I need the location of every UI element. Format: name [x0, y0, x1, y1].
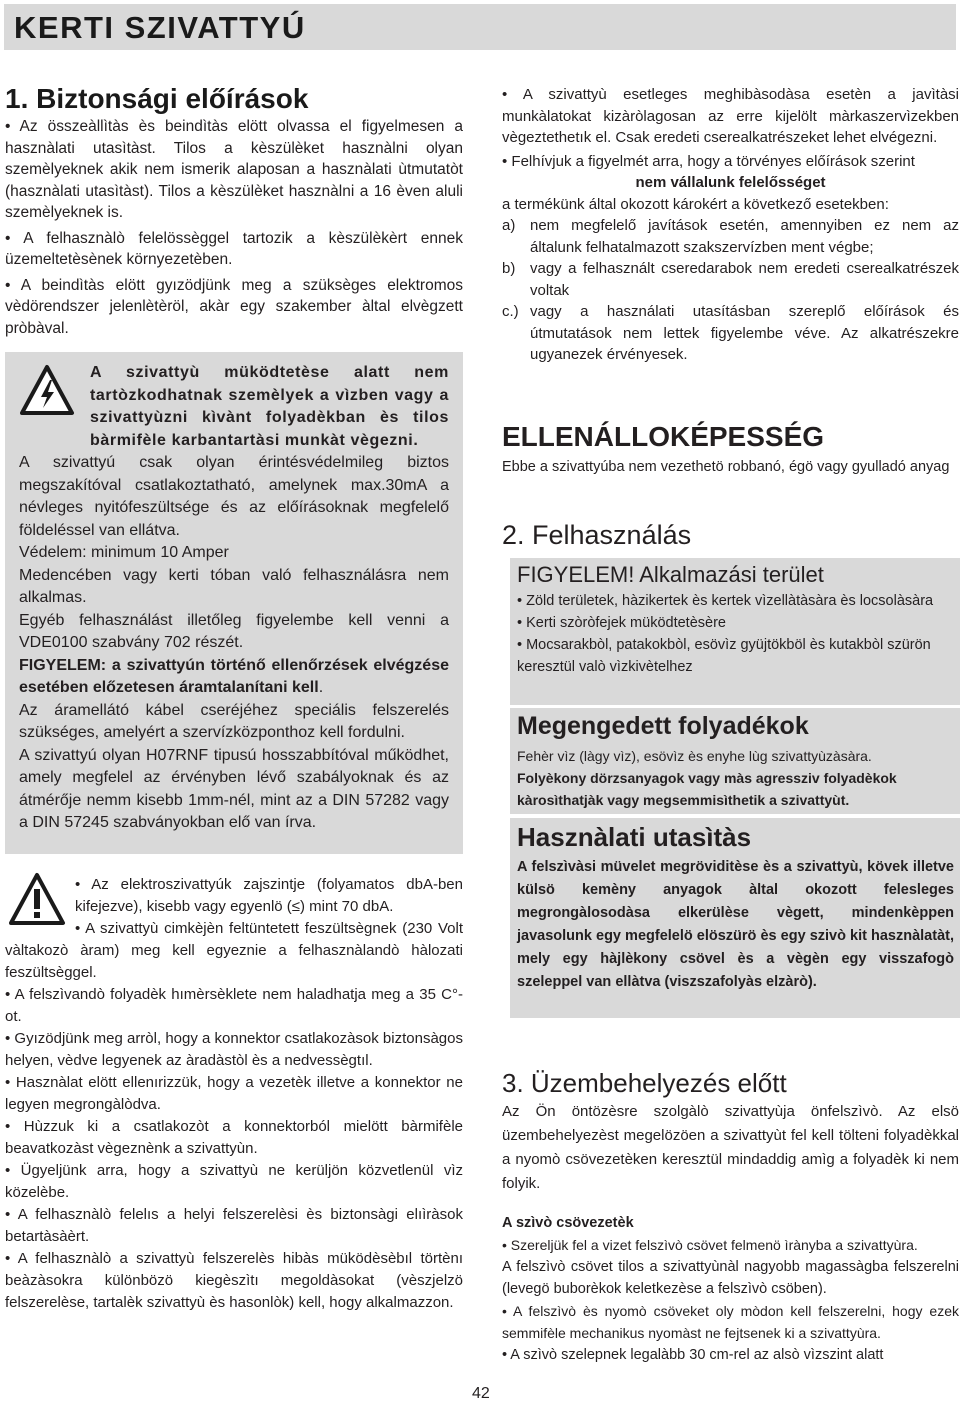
liability-item-a-text: nem megfelelő javítások esetén, amennyiben ez nem az általunk felhatalmazott szakszervízben ment végbe; — [530, 217, 959, 256]
liability-item-b-text: vagy a felhasznált cseredarabok nem eredeti cserealkatrészek voltak — [530, 260, 959, 299]
section-3-heading: 3. Üzembehelyezés előtt — [502, 1068, 787, 1098]
warning-caution-text: FIGYELEM: a szivattyún történő ellenőrzések elvégzése esetében előzetesen áramtalanítani kell — [19, 656, 449, 696]
temperature-warning: • A felszìvandò folyadèk hımèrsèklete nem haladhatja meg a 35 C°-ot. — [5, 986, 463, 1025]
water-proximity-warning: • Ügyeljünk arra, hogy a szivattyù ne kerüljön közvetlenül vìz közelèbe. — [5, 1162, 463, 1201]
usage-section — [502, 518, 959, 552]
warning-para-1: A szivattyú csak olyan érintésvédelmileg biztos megszakítóval csatlakoztatható, amelynek max.30mA a névleges nyitófeszültsége és az előírásoknak megfelelő földeléssel van ellátva. — [19, 454, 449, 539]
safety-para-3: • A beindìtàs elött gyızödjünk meg a szüksèges elektromos vèdörendszer jelenlètèröl, akàr egy szakember àltal elvègzett pròbàval. — [5, 276, 463, 337]
liability-bold: nem vállalunk felelősséget — [635, 174, 826, 191]
additional-warnings — [5, 874, 463, 1314]
warning-headline: A szivattyù müködtetèse alatt nem tartòzkodhatnak szemèlyek a vìzben vagy a szivattyùzni kìvànt folyadèkban ès tilos bàrmifèle karbantartàsi munkàt vègezni. — [90, 364, 449, 449]
instructions-box — [510, 818, 960, 1018]
warning-box — [5, 352, 463, 854]
repair-liability-section — [502, 84, 959, 366]
voltage-warning: • A szivattyù cimkèjèn feltüntetett feszültsègnek (230 Volt vàltakozò àram) meg kell egyeznie a felhasznàlandò hàlozati feszültsèggel. — [5, 920, 463, 981]
suction-pipe-para-2: A felszìvò csövet tilos a szivattyùnàl nagyobb magassàgba felszerelni (levegö buborèkok keletkezèse a felszìvò csöben). — [502, 1259, 959, 1297]
safety-para-2: • A felhasznàlò felelössèggel tartozik a kèszülèkèrt ennek üzemeltetèsènek környezetèben. — [5, 229, 463, 268]
liability-cases-intro: a termékünk által okozott károkért a következő esetekben: — [502, 195, 889, 213]
suction-pipe-para-1: • Szereljük fel a vizet felszìvò csövet felmenö ìrànyba a szivattyùra. — [502, 1237, 918, 1253]
allowed-liquids-text: Fehèr vìz (làgy vìz), esövìz ès enyhe lùg szivattyùzàsàra. — [517, 748, 872, 764]
application-item-sprinkler: • Kerti szòròfejek müködtetèsère — [517, 615, 726, 631]
liability-item-c-text: vagy a használati utasításban szereplő előírások és útmutatások nem lettek figyelembe véve. Az alkatrészekre ugyanezek érvényesek. — [530, 303, 959, 363]
suction-pipe-para-4: • A szìvò szelepnek legalàbb 30 cm-rel az alsò vìzszint alatt — [502, 1347, 884, 1363]
liability-item-b-mark: b) — [502, 260, 516, 277]
noise-warning: • Az elektroszivattyúk zajszintje (folyamatos dbA-ben kifejezve), kisebb vagy egyenlö (≤) mint 70 dbA. — [75, 876, 463, 915]
cable-check-warning: • Hasznàlat elött ellenırizzük, hogy a vezetèk illetve a konnektor ne legyen megrongàlòdva. — [5, 1074, 463, 1113]
liability-item-a-mark: a) — [502, 217, 516, 234]
safety-para-1: • Az összeàllìtàs ès beindìtàs elött olvassa el figyelmesen a hasznàlati utasìtàst. Tilos a kèszülèket hasznàlni olyan szemèlyeknek akik nem ismerik alaposan a hasznàlati ùtmutatòt (hasznàlati utasìtàst). Tilos a kèszülèket hasznàlni a 16 èven aluli szemèlyeknek is. — [5, 118, 463, 221]
application-area-title: FIGYELEM! Alkalmazási terület — [517, 562, 824, 587]
page-header — [4, 4, 956, 50]
unplug-warning: • Hùzzuk ki a csatlakozòt a konnektorból mielött bàrmifèle beavatkozàst vègeznènk a szivattyùn. — [5, 1118, 463, 1157]
warning-para-7: A szivattyú olyan H07RNF tipusú hosszabbítóval működhet, amely megfelel az érvényben lévő szabályoknak és az átmérője nemm kisebb 1mm-nél, mint az a DIN 57282 vagy a DIN 57245 szabványokban elő van írva. — [19, 746, 449, 831]
allowed-liquids-title: Megengedett folyadékok — [517, 712, 809, 740]
suction-pipe-para-3: • A felszìvò ès nyomò csöveket oly mòdon kell felszerelni, hogy ezek semmifèle mechanikus nyomàst ne fejtsenek ki a szivattyùra. — [502, 1303, 959, 1341]
instructions-title: Hasznàlati utasìtàs — [517, 822, 752, 852]
safety-section — [5, 82, 463, 339]
warning-para-5 — [5, 655, 463, 700]
liability-intro: • Felhívjuk a figyelmét arra, hogy a törvényes előírások szerint — [502, 152, 915, 170]
suction-pipe-section — [502, 1212, 959, 1366]
liability-item-b — [502, 258, 959, 301]
flooding-warning: • A felhasznàlò a szivattyù felszerelès hibàs müködèsèbıl törtènı beàzàsokra különbözö kiegèszìtı megoldàsokat (vèszjelzö felszerelèse, tartalèk szivattyù ès hasonlòk) kell, hogy alkalmazzon. — [5, 1250, 463, 1311]
application-item-garden: • Zöld területek, hàzikertek ès kertek vìzellàtàsàra ès locsolàsàra — [517, 593, 934, 609]
instructions-text: A felszìvàsi müvelet megröviditèse ès a szivattyù, kövek illetve külsö kemèny anyagok àltal okozott felesleges megrongàlosodàsa elkerülèse vègett, mindenkèppen javasolunk egy megfelelö elöszürö ès egy szivò kit hasznàlatàt, mely egy hàjlèkony csövel ès a vègèn egy visszafogò szeleppel van ellàtva (viszszafolyàs elzàrò). — [517, 859, 954, 990]
application-area-box — [510, 558, 960, 705]
resistance-section — [502, 420, 959, 479]
page-title: KERTI SZIVATTYÚ — [14, 10, 306, 45]
connector-warning: • Gyızödjünk meg arròl, hogy a konnektor csatlakozàsok biztonsàgos helyen, vèdve legyenek az àradàstòl ès a nedvessègtıl. — [5, 1030, 463, 1069]
page-number: 42 — [472, 1385, 490, 1402]
application-item-extraction: • Mocsarakbòl, patakokbòl, esövìz gyüjtökböl ès kutakbòl szürön keresztül valò vìzkivètelhez — [517, 637, 931, 675]
suction-pipe-heading: A szìvò csövezetèk — [502, 1215, 634, 1231]
allowed-liquids-body — [517, 746, 954, 811]
liability-item-a — [502, 215, 959, 258]
resistance-text: Ebbe a szivattyúba nem vezethetö robbanó, égö vagy gyulladó anyag — [502, 459, 950, 475]
section-2-heading: 2. Felhasználás — [502, 520, 692, 550]
local-regulations-warning: • A felhasznàlò felelıs a helyi felszerelèsi ès biztonsàgi elıìràsok betartàsàèrt. — [5, 1206, 463, 1245]
warning-para-2: Védelem: minimum 10 Amper — [19, 544, 229, 561]
electric-warning-icon — [19, 364, 75, 416]
application-area-list — [517, 590, 954, 678]
pre-start-section — [502, 1066, 959, 1196]
liability-item-c — [502, 301, 959, 366]
abrasive-liquids-warning: Folyèkony dörzsanyagok vagy màs agressziv folyadèkok kàrosìthatjàk vagy megsemmisìthetik a szivattyùt. — [517, 770, 897, 808]
liability-item-c-mark: c.) — [502, 303, 519, 320]
pre-start-text: Az Ön öntözèsre szolgàlò szivattyùja önfelszìvò. Az elsö üzembehelyezèst megelözöen a szivattyùt fel kell tölteni folyadèkkal a nyomò csövezetèken keresztül mindaddig amìg a folyadèk ki nem folyik. — [502, 1103, 959, 1192]
section-1-heading: 1. Biztonsági előírások — [5, 83, 309, 114]
allowed-liquids-box — [510, 708, 960, 814]
resistance-heading: ELLENÁLLOKÉPESSÉG — [502, 421, 825, 452]
repair-para: • A szivattyù esetleges meghibàsodàsa esetèn a javìtàsi munkàlatokat kizàròlagosan az erre kijelölt màrkaszervìzekben vègeztethetık el. Csak eredeti cserealkatrészeket lehet elvégezni. — [502, 86, 959, 146]
warning-caution-end: . — [318, 679, 324, 696]
warning-para-3: Medencében vagy kerti tóban való felhasználásra nem alkalmas. — [19, 566, 449, 606]
warning-para-6: Az áramellátó kábel cseréjéhez speciális felszerelés szükséges, amelyért a szervízközponthoz kell fordulni. — [19, 701, 449, 741]
warning-para-4: Egyéb felhasználást illetőleg figyelembe kell venni a VDE0100 szabvány 702 részét. — [19, 611, 449, 651]
